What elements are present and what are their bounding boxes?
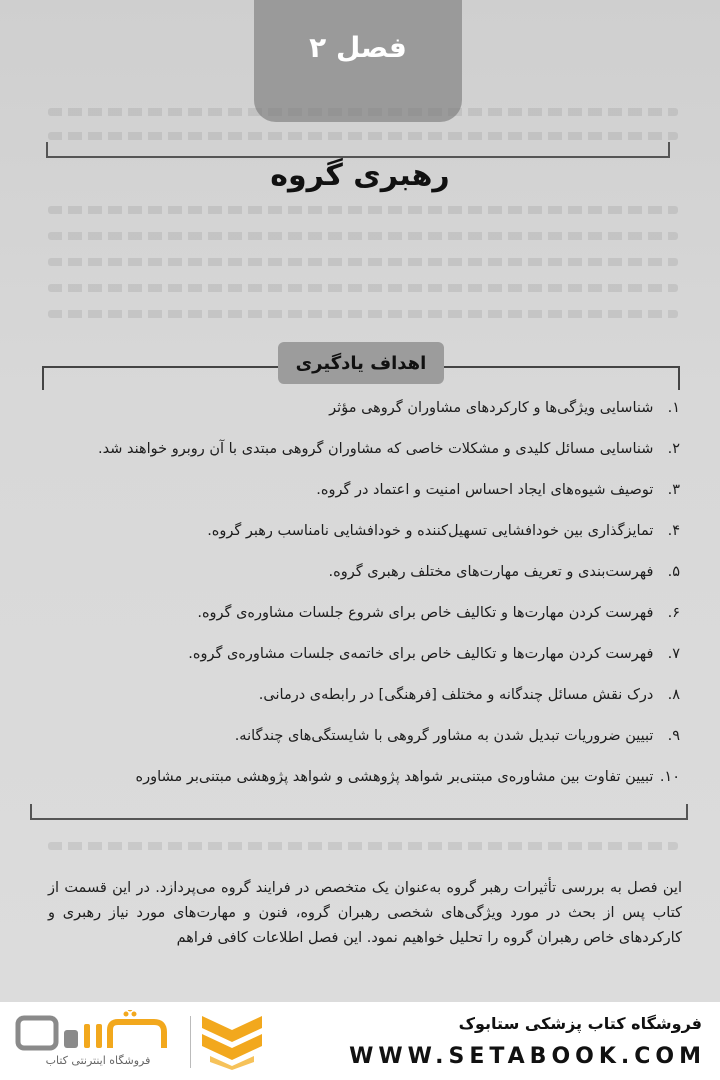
bleed-through-line <box>48 842 678 850</box>
chevron-stack-icon <box>200 1014 264 1070</box>
objectives-list <box>56 398 680 808</box>
objective-item: ۶. فهرست کردن مهارت‌ها و تکالیف خاص برای شروع جلسات مشاوره‌ی گروه. <box>197 605 680 621</box>
objective-item: ۴. تمایزگذاری بین خودافشایی تسهیل‌کننده و خودافشایی نامناسب رهبر گروه. <box>207 523 680 539</box>
objective-item: ۵. فهرست‌بندی و تعریف مهارت‌های مختلف رهبری گروه. <box>328 564 680 580</box>
bleed-through-line <box>48 132 678 140</box>
objective-item: ۸. درک نقش مسائل چندگانه و مختلف [فرهنگی] در رابطه‌ی درمانی. <box>258 687 680 703</box>
bleed-through-line <box>48 258 678 266</box>
bleed-through-line <box>48 206 678 214</box>
objective-item: ۹. تبیین ضروریات تبدیل شدن به مشاور گروهی با شایستگی‌های چندگانه. <box>234 728 680 744</box>
objective-item: ۱۰. تبیین تفاوت بین مشاوره‌ی مبتنی‌بر شواهد پژوهشی و شواهد پژوهشی مبتنی‌بر مشاوره <box>135 769 680 785</box>
bleed-through-line <box>48 310 678 318</box>
bleed-through-line <box>48 108 678 116</box>
body-paragraph: این فصل به بررسی تأثیرات رهبر گروه به‌عنوان یک متخصص در فرایند گروه می‌پردازد. در این قسمت از کتاب پس از بحث در مورد ویژگی‌های شخصی رهبران گروه، فنون و مهارت‌های مورد نیاز رهبری و کارکردهای خاص رهبران گروه را تحلیل خواهیم نمود. این فصل اطلاعات کافی فراهم <box>48 880 682 946</box>
chapter-tab <box>254 0 462 122</box>
store-footer-banner <box>0 1002 720 1080</box>
chapter-title: رهبری گروه <box>270 158 450 193</box>
objectives-frame-bottom <box>30 818 688 820</box>
logo-tagline: فروشگاه اینترنتی کتاب <box>45 1054 151 1067</box>
bleed-through-line <box>48 232 678 240</box>
logo-divider <box>190 1016 191 1068</box>
bleed-through-line <box>48 284 678 292</box>
store-name: فروشگاه کتاب پزشکی ستابوک <box>458 1014 702 1033</box>
objective-item: ۲. شناسایی مسائل کلیدی و مشکلات خاصی که مشاوران گروهی مبتدی با آن روبرو خواهند شد. <box>98 441 680 457</box>
chapter-tab-label: فصل ۲ <box>309 30 407 64</box>
objectives-heading: اهداف یادگیری <box>278 342 444 384</box>
setabook-logo <box>14 1010 184 1054</box>
objective-item: ۳. توصیف شیوه‌های ایجاد احساس امنیت و اعتماد در گروه. <box>316 482 680 498</box>
objective-item: ۱. شناسایی ویژگی‌ها و کارکردهای مشاوران گروهی مؤثر <box>329 400 680 416</box>
store-url[interactable]: WWW.SETABOOK.COM <box>349 1044 706 1069</box>
objective-item: ۷. فهرست کردن مهارت‌ها و تکالیف خاص برای خاتمه‌ی جلسات مشاوره‌ی گروه. <box>188 646 680 662</box>
